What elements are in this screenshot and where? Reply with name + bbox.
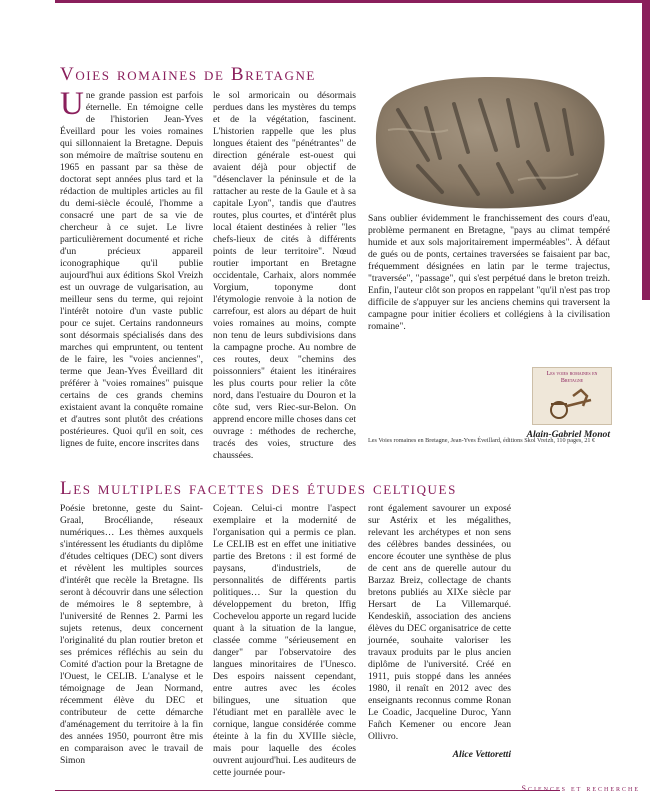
article2-column-2 <box>213 503 356 778</box>
article1-col1-text: ne grande passion est parfois éternelle. En témoigne celle de l'historien Jean-Yves Éveillard pour les voies romaines qui sillonnaient la Bretagne. Depuis son mémoire de maîtrise soutenu en 1965 en passant par sa thèse de doctorat sept années plus tard et la rédaction de multiples articles au fil du demi-siècle écoulé, l'homme a consacré une part de sa vie de chercheur à ce sujet. Le livre particulièrement documenté et riche d'un précieux appareil iconographique qu'il publie aujourd'hui aux éditions Skol Vreizh est un ouvrage de vulgarisation, au meilleur sens du terme, qui rejoint l'intérêt notoire d'un vaste public pour ce sujet. Certains randonneurs sont désormais spécialisés dans des marches qui empruntent, ou tentent de le faire, les "voies anciennes", terme que Jean-Yves Éveillard dit préférer à "voies romaines" puisque certains de ces grands chemins existaient avant la conquête romaine et d'autres sont plutôt des créations postérieures. Quoi qu'il en soit, ces lignes de fuite, encore inscrites dans <box>60 90 203 449</box>
article1-signature: Alain-Gabriel Monot <box>526 429 610 440</box>
article2-col3-text: ront également savourer un exposé sur Astérix et les mégalithes, relevant les archétypes et non sens des célèbres bandes dessinées, ou encore écouter une synthèse de plus de cent ans de querelle autour du Barzaz Breiz, collectage de chants bretons publiés au XIXe siècle par Hersart de La Villemarqué. Kendeskiñ, association des anciens élèves du DEC organisatrice de cette journée, souhaite valoriser les travaux produits par le plus ancien diplôme de l'université. Créé en 1911, puis stoppé dans les années 1980, il renaît en 2012 avec des enseignants reconnus comme Ronan Le Coadic, Jacqueline Duroc, Yann Fañch Kemener ou encore Jean Ollivro. <box>368 503 511 742</box>
bottom-rule <box>55 790 560 791</box>
article2-title: Les multiples facettes des études celtiques <box>60 478 457 499</box>
article2-column-3 <box>368 503 511 773</box>
article1-col2-text: le sol armoricain ou désormais perdues dans les mystères du temps et de la végétation, fascinent. L'historien rappelle que les plus longues étaient des "pénétrantes" de direction générale est-ouest qui avaient déjà pour objectif de "désenclaver la péninsule et de la rattacher au reste de la Gaule et à sa capitale Lyon", tandis que d'autres routes, plus courtes, et d'intérêt plus local étaient destinées à relier "les chefs-lieux de cités à différents points de leur territoire". Nœud routier important en Bretagne occidentale, Carhaix, alors nommée Vorgium, toponyme dont l'étymologie renvoie à la notion de carrefour, est alors au départ de huit voies romaines au moins, compte non tenu de leurs subdivisions dans la campagne proche. Au nombre de ces routes, deux "chemins des poissonniers" étaient les itinéraires les plus courts pour relier la côte nord, dans l'estuaire du Douron et la côte sud, vers Riec-sur-Belon. On apprend encore mille choses dans cet ouvrage : méthodes de recherche, tracés des voies, structure des chaussées. <box>213 90 356 461</box>
book-cover-title: Les voies romaines en Bretagne <box>546 371 598 384</box>
article1-col3-text: Sans oublier évidemment le franchissement des cours d'eau, problème permanent en Bretagne, "pays au climat tempéré humide et aux sols majoritairement imperméables". À défaut de gués ou de ponts, certaines traversées se faisaient par bac, fréquemment désignées en latin par le terme trajectus, "traversée", "passage", qui s'est perpétué dans le breton treizh. Enfin, l'auteur clôt son propos en rappelant "qu'il n'est pas trop difficile de s'appuyer sur les anciens chemins qui traversent la campagne pour initier écoliers et collégiens à la civilisation romaine". <box>368 213 610 332</box>
top-rule <box>55 0 642 3</box>
footer-section-label: Sciences et recherche <box>521 784 640 793</box>
article1-column-1 <box>60 86 203 470</box>
book-caption: Les Voies romaines en Bretagne, Jean-Yves Éveillard, éditions Skol Vreizh, 110 pages, 21 € <box>368 437 596 444</box>
article2-col1-text: Poésie bretonne, geste du Saint-Graal, Brocéliande, réseaux numériques… Les thèmes auxquels s'intéressent les étudiants du diplôme d'études celtiques (DEC) sont divers et révèlent les multiples sources d'intérêt que recèle la Bretagne. Ils seront à découvrir dans une sélection de mémoires le 8 septembre, à l'université de Rennes 2. Parmi les sujets retenus, deux concernent l'originalité du plan routier breton et ses prémices réfléchis au sein du Comité d'action pour la Bretagne de l'Ouest, le CELIB. L'analyse et le témoignage de Jean Normand, récemment élève du DEC et contributeur de cette démarche d'aménagement du territoire à la fin des années 1950, pourront être mis en comparaison avec le travail de Simon <box>60 503 203 766</box>
article1-title: Voies romaines de Bretagne <box>60 64 316 85</box>
book-cover <box>532 367 612 425</box>
article2-column-1 <box>60 503 203 773</box>
stone-inscription-photo <box>368 70 608 212</box>
chariot-illustration <box>547 386 597 420</box>
dropcap: U <box>60 86 84 122</box>
article2-col2-text: Cojean. Celui-ci montre l'aspect exemplaire et la modernité de l'organisation qui a permis ce plan. Le CELIB est en effet une initiative partie des Bretons : il est formé de paysans, d'industriels, de personnalités de différents partis politiques… Sur la question du développement du breton, Iffig Cochevelou apporte un regard lucide quant à la situation de la langue, classée comme "sérieusement en danger" par l'observatoire des langues minoritaires de l'Unesco. Des espoirs naissent cependant, entre autres avec les écoles bilingues, une situation que l'étudiant met en parallèle avec le cornique, langue considérée comme éteinte à la fin du XVIIIe siècle, mais pour laquelle des écoles ouvrent aujourd'hui. Les auditeurs de cette journée pour- <box>213 503 356 778</box>
article1-column-2 <box>213 90 356 470</box>
section-tab <box>642 0 650 300</box>
article1-column-3 <box>368 213 610 363</box>
article2-signature: Alice Vettoretti <box>452 749 511 760</box>
